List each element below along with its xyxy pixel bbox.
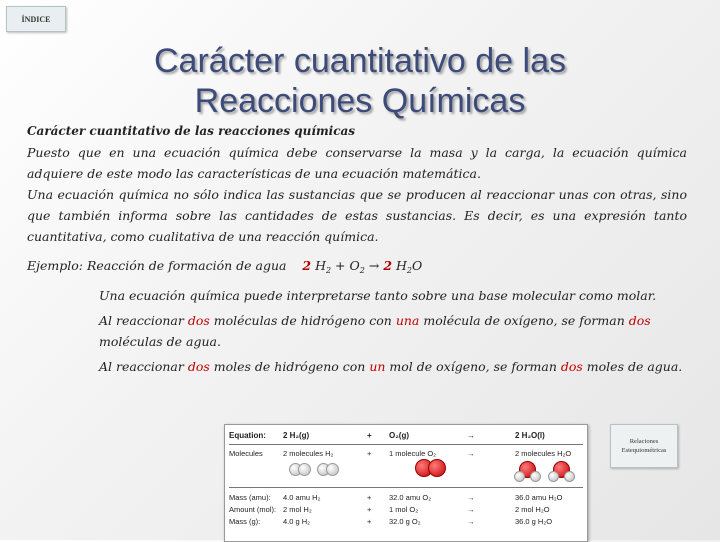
table-cell: 36.0 amu H₂O (515, 493, 563, 502)
example-line (27, 255, 687, 281)
line2-part-c: moléculas de hidrógeno con (209, 313, 396, 328)
table-cell: 4.0 g H₂ (283, 517, 311, 526)
table-cell: Mass (amu): (229, 493, 271, 502)
table-cell: 32.0 g O₂ (389, 517, 421, 526)
equation-water-h: H (396, 258, 407, 273)
line3-part-g: moles de agua. (582, 359, 683, 374)
table-cell: + (367, 505, 372, 514)
equation-water-o: O (412, 258, 423, 273)
line2-number-3: dos (628, 313, 651, 328)
table-cell: → (467, 517, 475, 526)
section-subtitle: Carácter cuantitativo de las reacciones químicas (27, 124, 356, 138)
table-cell: 1 mol O₂ (389, 505, 419, 514)
table-cell: Amount (mol): (229, 505, 277, 514)
table-cell: 2 H₂(g) (283, 431, 310, 440)
back-button-label-1: Relaciones (629, 438, 659, 445)
line2-part-a: Al reaccionar (99, 313, 188, 328)
table-cell: 2 H₂O(l) (515, 431, 545, 440)
table-cell: → (467, 505, 475, 514)
table-cell: + (367, 517, 372, 526)
line3-number-2: un (369, 359, 386, 374)
table-cell: → (467, 431, 475, 440)
line3-number-3: dos (560, 359, 583, 374)
line2-number-2: una (395, 313, 420, 328)
equation-h: H (315, 258, 326, 273)
example-label: Ejemplo: Reacción de formación de agua (27, 258, 287, 273)
table-divider (229, 487, 583, 488)
line2-part-e: molécula de oxígeno, se forman (419, 313, 629, 328)
index-button-label: ÍNDICE (21, 14, 51, 24)
equation-sub-1: 2 (325, 266, 332, 275)
table-cell: → (467, 493, 475, 502)
title-line-2: Reacciones Químicas (194, 81, 526, 120)
line3-part-e: mol de oxígeno, se forman (385, 359, 561, 374)
table-cell: 2 mol H₂ (283, 505, 312, 514)
table-cell: 1 molecule O₂ (389, 449, 437, 458)
table-divider (229, 444, 583, 445)
index-button[interactable] (6, 6, 66, 32)
table-cell: + (367, 493, 372, 502)
line3-part-c: moles de hidrógeno con (209, 359, 370, 374)
table-cell: + (367, 431, 372, 440)
equation-plus: + (335, 258, 346, 273)
interpretation-line-1: Una ecuación química puede interpretarse tanto sobre una base molecular como molar. (99, 288, 657, 303)
title-line-1: Carácter cuantitativo de las (154, 41, 566, 80)
page-title (60, 41, 660, 121)
line2-number-1: dos (187, 313, 210, 328)
interpretation-line-2 (99, 310, 687, 352)
table-cell: Equation: (229, 431, 266, 440)
table-cell: 2 molecules H₂O (515, 449, 572, 458)
equation-arrow: → (368, 258, 380, 273)
coefficient-2: 2 (383, 258, 393, 273)
interpretation-lines (99, 285, 687, 377)
table-cell: 2 mol H₂O (515, 505, 550, 514)
paragraph-2: Una ecuación química no sólo indica las sustancias que se producen al reaccionar unas con otras, sino que también informa sobre las cantidades de estas sustancias. Es decir, es una expresión tanto cuantitativa, como cualitativa de una reacción química. (27, 187, 687, 244)
line3-number-1: dos (187, 359, 210, 374)
table-cell: 36.0 g H₂O (515, 517, 553, 526)
main-content (27, 121, 687, 377)
back-button-label-2: Estequiométricas (621, 447, 667, 454)
line2-part-g: moléculas de agua. (99, 334, 221, 349)
table-cell: Mass (g): (229, 517, 261, 526)
stoichiometry-table (224, 424, 588, 542)
table-cell: 4.0 amu H₂ (283, 493, 321, 502)
equation-sub-3: 2 (406, 266, 412, 275)
equation-o: O (349, 258, 360, 273)
table-cell: + (367, 449, 372, 458)
equation-sub-2: 2 (359, 266, 365, 275)
line3-part-a: Al reaccionar (99, 359, 188, 374)
coefficient-1: 2 (302, 258, 312, 273)
table-cell: Molecules (229, 449, 263, 458)
interpretation-line-3 (99, 356, 687, 377)
table-cell: O₂(g) (389, 431, 409, 440)
table-cell: 32.0 amu O₂ (389, 493, 432, 502)
table-cell: 2 molecules H₂ (283, 449, 334, 458)
relaciones-estequiometricas-button[interactable] (610, 424, 678, 468)
paragraph-1: Puesto que en una ecuación química debe conservarse la masa y la carga, la ecuación química adquiere de este modo las características de una ecuación matemática. (27, 145, 687, 181)
table-cell: → (467, 449, 475, 458)
